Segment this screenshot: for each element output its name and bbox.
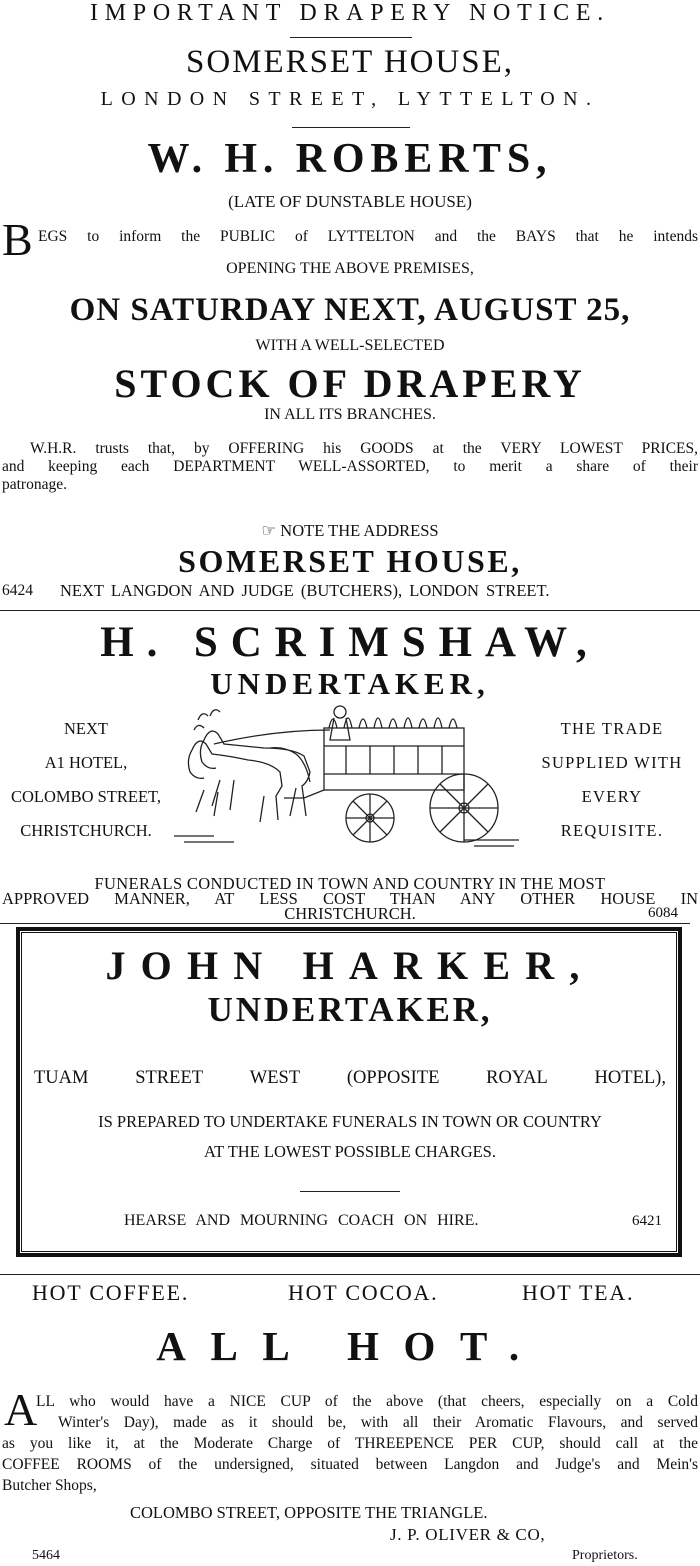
somerset-house-heading: SOMERSET HOUSE, — [186, 44, 514, 80]
left-line: COLOMBO STREET, — [10, 787, 162, 806]
left-line: CHRISTCHURCH. — [20, 821, 152, 840]
address-line: NEXT LANGDON AND JUDGE (BUTCHERS), LONDON STREET. — [60, 581, 550, 600]
section-divider — [0, 610, 700, 611]
late-of-dunstable: (LATE OF DUNSTABLE HOUSE) — [228, 192, 472, 211]
harker-prepared-line-2: AT THE LOWEST POSSIBLE CHARGES. — [204, 1142, 496, 1161]
oliver-line: LL who would have a NICE CUP of the above (that cheers, especially on a Cold — [36, 1393, 698, 1410]
oliver-line: COFFEE ROOMS of the undersigned, situated between Langdon and Judge's and Mein's — [2, 1456, 698, 1473]
ad-reference-number: 6421 — [632, 1213, 662, 1229]
london-street-line: LONDON STREET, LYTTELTON. — [100, 88, 600, 110]
all-hot-heading: ALL HOT. — [156, 1323, 544, 1369]
oliver-firm-name: J. P. OLIVER & CO, — [390, 1525, 546, 1544]
harker-name: JOHN HARKER, — [105, 943, 595, 988]
trusts-line: patronage. — [2, 476, 67, 493]
drapery-notice-heading: IMPORTANT DRAPERY NOTICE. — [90, 0, 610, 26]
right-line: EVERY — [581, 787, 643, 806]
hot-coffee: HOT COFFEE. — [32, 1280, 190, 1305]
somerset-house-repeat: SOMERSET HOUSE, — [178, 543, 522, 579]
scrimshaw-undertaker: UNDERTAKER, — [210, 666, 490, 701]
hearse-for-hire-line: HEARSE AND MOURNING COACH ON HIRE. — [124, 1212, 479, 1229]
saturday-date-line: ON SATURDAY NEXT, AUGUST 25, — [69, 292, 631, 328]
colombo-street-line: COLOMBO STREET, OPPOSITE THE TRIANGLE. — [130, 1503, 488, 1522]
scrimshaw-left-column — [0, 712, 172, 848]
section-divider — [0, 923, 690, 924]
section-divider — [0, 1274, 700, 1275]
well-selected-line: WITH A WELL-SELECTED — [255, 337, 445, 354]
horse-drawn-hearse-icon — [174, 700, 524, 860]
hot-cocoa: HOT COCOA. — [288, 1280, 439, 1305]
right-line: REQUISITE. — [560, 821, 664, 840]
trusts-line: and keeping each DEPARTMENT WELL-ASSORTED, to merit a share of their — [2, 458, 698, 475]
left-line: A1 HOTEL, — [44, 753, 128, 772]
scrimshaw-right-column — [524, 712, 700, 848]
divider — [292, 127, 410, 128]
trusts-paragraph — [2, 440, 698, 494]
oliver-line: Butcher Shops, — [2, 1477, 97, 1494]
oliver-line: as you like it, at the Moderate Charge of THREEPENCE PER CUP, should call at the — [2, 1435, 698, 1452]
ad-reference-number: 5464 — [32, 1548, 60, 1563]
divider — [300, 1191, 400, 1192]
drop-cap-b: B — [2, 214, 33, 265]
drop-cap-a: A — [4, 1384, 38, 1435]
hot-tea: HOT TEA. — [522, 1280, 635, 1305]
oliver-paragraph — [2, 1393, 698, 1495]
roberts-name: W. H. ROBERTS, — [147, 136, 553, 182]
stock-of-drapery: STOCK OF DRAPERY — [114, 361, 586, 406]
opening-line: OPENING THE ABOVE PREMISES, — [226, 260, 474, 277]
scrimshaw-name: H. SCRIMSHAW, — [100, 619, 600, 666]
right-line: THE TRADE — [560, 719, 664, 738]
funerals-line-1: FUNERALS CONDUCTED IN TOWN AND COUNTRY IN THE MOST — [94, 874, 606, 893]
funerals-line-2: APPROVED MANNER, AT LESS COST THAN ANY OTHER HOUSE IN — [2, 889, 698, 908]
harker-undertaker: UNDERTAKER, — [207, 990, 493, 1029]
right-line: SUPPLIED WITH — [541, 753, 683, 772]
left-line: NEXT — [64, 719, 108, 738]
all-branches-line: IN ALL ITS BRANCHES. — [264, 406, 436, 423]
proprietors-label: Proprietors. — [572, 1548, 638, 1563]
funerals-line-3: CHRISTCHURCH. — [284, 904, 416, 923]
ad-reference-number: 6424 — [2, 582, 33, 599]
begs-line: EGS to inform the PUBLIC of LYTTELTON and the BAYS that he intends — [38, 228, 698, 245]
ad-reference-number: 6084 — [648, 905, 678, 921]
trusts-line: W.H.R. trusts that, by OFFERING his GOODS at the VERY LOWEST PRICES, — [30, 440, 698, 457]
harker-prepared-line-1: IS PREPARED TO UNDERTAKE FUNERALS IN TOWN OR COUNTRY — [98, 1112, 602, 1131]
harker-address-line: TUAM STREET WEST (OPPOSITE ROYAL HOTEL), — [34, 1068, 666, 1088]
oliver-line: Winter's Day), made as it should be, with all their Aromatic Flavours, and served — [58, 1414, 698, 1431]
divider — [290, 37, 412, 38]
note-the-address: ☞ NOTE THE ADDRESS — [261, 521, 439, 540]
